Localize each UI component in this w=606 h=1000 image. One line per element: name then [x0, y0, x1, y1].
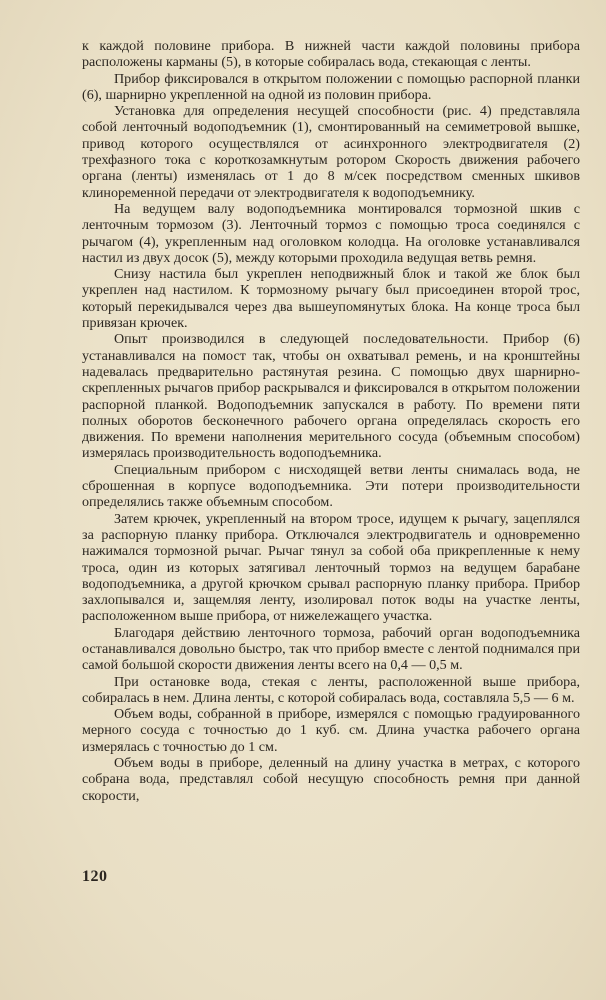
paragraph-1: к каждой половине прибора. В нижней части каждой половины прибора расположены карманы (5), в которые собиралась вода, стекающая с ленты.: [82, 38, 580, 71]
paragraph-2: Прибор фиксировался в открытом положении с помощью распорной планки (6), шарнирно укрепленной на одной из половин прибора.: [82, 70, 580, 103]
paragraph-5: Снизу настила был укреплен неподвижный блок и такой же блок был укреплен над настилом. К тормозному рычагу был присоединен второй трос, который перекидывался через два вышеупомянутых блока. На конце троса был привязан крючек.: [82, 266, 580, 332]
paragraph-10: При остановке вода, стекая с ленты, расположенной выше прибора, собиралась в нем. Длина ленты, с которой собиралась вода, составляла 5,5 — 6 м.: [82, 673, 580, 706]
page-number: 120: [82, 868, 108, 885]
paragraph-7: Специальным прибором с нисходящей ветви ленты снималась вода, не сброшенная в корпусе водоподъемника. Эти потери производительности определялись также объемным способом.: [82, 461, 580, 511]
paragraph-9: Благодаря действию ленточного тормоза, рабочий орган водоподъемника останавливался довольно быстро, так что прибор вместе с лентой поднимался при самой большой скорости движения ленты всего на 0,4 — 0,5 м.: [82, 624, 580, 674]
paragraph-3: Установка для определения несущей способности (рис. 4) представляла собой ленточный водоподъемник (1), смонтированный на семиметровой вышке, привод которого осуществлялся от асинхронного электродвигателя (2) трехфазного тока с короткозамкнутым ротором Скорость движения рабочего органа (ленты) изменялась от 1 до 8 м/сек посредством сменных шкивов клиноременной передачи от электродвигателя к водоподъемнику.: [82, 103, 580, 201]
paragraph-8: Затем крючек, укрепленный на втором тросе, идущем к рычагу, зацеплялся за распорную планку прибора. Отключался электродвигатель и одновременно нажимался тормозной рычаг. Рычаг тянул за собой оба прикрепленные к нему троса, один из которых затягивал ленточный тормоз на ведущем барабане водоподъемника, а другой крючком срывал распорную планку прибора. Прибор захлопывался и, защемляя ленту, изолировал поток воды на участке ленты, расположенном выше прибора, от нижележащего участка.: [82, 510, 580, 625]
body-text: [82, 38, 580, 804]
paragraph-4: На ведущем валу водоподъемника монтировался тормозной шкив с ленточным тормозом (3). Ленточный тормоз с помощью троса соединялся с рычагом (4), укрепленным над оголовком колодца. На оголовке устанавливался настил из двух досок (5), между которыми проходила ведущая ветвь ремня.: [82, 200, 580, 266]
paragraph-12: Объем воды в приборе, деленный на длину участка в метрах, с которого собрана вода, представлял собой несущую способность ремня при данной скорости,: [82, 755, 580, 804]
paragraph-11: Объем воды, собранной в приборе, измерялся с помощью градуированного мерного сосуда с точностью до 1 куб. см. Длина участка рабочего органа измерялась с точностью до 1 см.: [82, 706, 580, 755]
paragraph-6: Опыт производился в следующей последовательности. Прибор (6) устанавливался на помост так, чтобы он охватывал ремень, и на кронштейны надевалась предварительно растянутая резина. С помощью двух шарнирно-скрепленных рычагов прибор раскрывался и фиксировался в открытом положении распорной планкой. Водоподъемник запускался в работу. По времени пяти полных оборотов бесконечного рабочего органа определялась скорость его движения. По времени наполнения мерительного сосуда (объемным способом) измерялась производительность водоподъемника.: [82, 331, 580, 462]
